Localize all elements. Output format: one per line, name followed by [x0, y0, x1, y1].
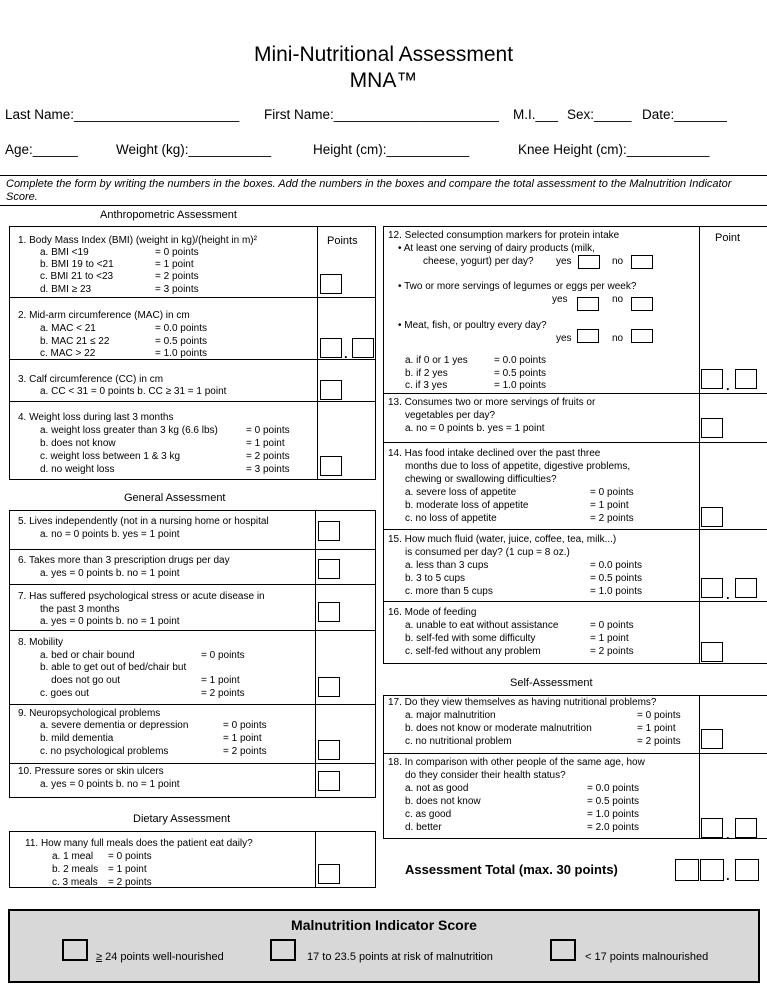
- height-field[interactable]: Height (cm):___________: [313, 142, 470, 157]
- q14-title-cont: months due to loss of appetite, digestive problems,: [405, 461, 631, 472]
- q8-value: = 0 points: [201, 650, 245, 661]
- mis-title: Malnutrition Indicator Score: [291, 917, 477, 933]
- q8-option: c. goes out: [40, 688, 89, 699]
- q6-score-box[interactable]: [318, 559, 340, 579]
- at-risk-checkbox[interactable]: [270, 939, 296, 961]
- q14-value: = 1 point: [590, 500, 629, 511]
- q16-value: = 1 point: [590, 633, 629, 644]
- q13-score-box[interactable]: [701, 418, 723, 438]
- q9-option: b. mild dementia: [40, 733, 114, 744]
- q14-value: = 2 points: [590, 513, 634, 524]
- q11-option: b. 2 meals: [52, 864, 99, 875]
- q10-options: a. yes = 0 points b. no = 1 point: [40, 779, 180, 790]
- q16-value: = 2 points: [590, 646, 634, 657]
- q1-value: = 0 points: [155, 247, 199, 258]
- divider: [0, 205, 767, 206]
- q12-bullet-dairy-cont: cheese, yogurt) per day?: [423, 256, 534, 267]
- q12-option: c. if 3 yes: [405, 380, 448, 391]
- q4-title: 4. Weight loss during last 3 months: [18, 412, 174, 423]
- q14-title: 14. Has food intake declined over the past three: [388, 448, 601, 459]
- q17-value: = 2 points: [637, 736, 681, 747]
- q1-title: 1. Body Mass Index (BMI) (weight in kg)/(height in m)²: [18, 235, 257, 246]
- point-column-header: Point: [715, 232, 741, 244]
- q2-value: = 0.0 points: [155, 323, 207, 334]
- q16-title: 16. Mode of feeding: [388, 607, 477, 618]
- q14-option: b. moderate loss of appetite: [405, 500, 529, 511]
- no-label: no: [612, 256, 624, 267]
- total-score-box-ones[interactable]: [700, 859, 724, 881]
- knee-height-field[interactable]: Knee Height (cm):___________: [518, 142, 710, 157]
- q18-option: b. does not know: [405, 796, 481, 807]
- q12-score-box-decimal[interactable]: [735, 369, 757, 389]
- divider: [0, 175, 767, 176]
- q8-value: = 2 points: [201, 688, 245, 699]
- no-label: no: [612, 333, 624, 344]
- page-title: Mini-Nutritional Assessment: [253, 43, 514, 66]
- q18-option: a. not as good: [405, 783, 469, 794]
- q15-value: = 1.0 points: [590, 586, 642, 597]
- q10-title: 10. Pressure sores or skin ulcers: [18, 766, 164, 777]
- q15-option: c. more than 5 cups: [405, 586, 493, 597]
- q1-option: b. BMI 19 to <21: [40, 259, 114, 270]
- q2-score-box-whole[interactable]: [320, 338, 342, 358]
- q14-score-box[interactable]: [701, 507, 723, 527]
- q4-value: = 1 point: [246, 438, 285, 449]
- q18-value: = 0.5 points: [587, 796, 639, 807]
- q12-legumes-yes-box[interactable]: [577, 297, 599, 311]
- q7-score-box[interactable]: [318, 602, 340, 622]
- well-nourished-text: 24 points well-nourished: [105, 951, 224, 963]
- instructions: Complete the form by writing the numbers in the boxes. Add the numbers in the boxes and compare the total assessment to the Malnutrition Indicator Score.: [6, 178, 732, 203]
- yes-label: yes: [552, 294, 568, 305]
- last-name-field[interactable]: Last Name:______________________: [5, 107, 240, 122]
- q8-option: b. able to get out of bed/chair but: [40, 662, 187, 673]
- q14-option: c. no loss of appetite: [405, 513, 497, 524]
- q7-title-cont: the past 3 months: [40, 604, 120, 615]
- q16-option: b. self-fed with some difficulty: [405, 633, 536, 644]
- q17-title: 17. Do they view themselves as having nutritional problems?: [388, 697, 657, 708]
- q7-title: 7. Has suffered psychological stress or acute disease in: [18, 591, 265, 602]
- weight-field[interactable]: Weight (kg):___________: [116, 142, 272, 157]
- q2-value: = 0.5 points: [155, 336, 207, 347]
- q9-score-box[interactable]: [318, 740, 340, 760]
- q15-value: = 0.5 points: [590, 573, 642, 584]
- q17-value: = 1 point: [637, 723, 676, 734]
- q11-title: 11. How many full meals does the patient eat daily?: [25, 838, 253, 849]
- q15-value: = 0.0 points: [590, 560, 642, 571]
- total-score-box-tens[interactable]: [675, 859, 699, 881]
- section-general: General Assessment: [124, 492, 226, 504]
- q15-score-box-whole[interactable]: [701, 578, 723, 598]
- q8-option: does not go out: [40, 675, 121, 686]
- q2-score-box-decimal[interactable]: [352, 338, 374, 358]
- q1-value: = 1 point: [155, 259, 194, 270]
- q12-bullet-dairy: • At least one serving of dairy products (milk,: [398, 243, 595, 254]
- q12-value: = 0.5 points: [494, 368, 546, 379]
- q15-option: b. 3 to 5 cups: [405, 573, 466, 584]
- q1-score-box[interactable]: [320, 274, 342, 294]
- assessment-total-label: Assessment Total (max. 30 points): [405, 862, 618, 877]
- q12-meat-yes-box[interactable]: [577, 329, 599, 343]
- section-self: Self-Assessment: [510, 677, 593, 689]
- q13-title-cont: vegetables per day?: [405, 410, 496, 421]
- q17-option: b. does not know or moderate malnutrition: [405, 723, 592, 734]
- q2-title: 2. Mid-arm circumference (MAC) in cm: [18, 310, 190, 321]
- decimal-point: .: [726, 827, 730, 842]
- points-column-header: Points: [327, 235, 358, 247]
- well-nourished-label: [96, 951, 224, 963]
- q15-score-box-decimal[interactable]: [735, 578, 757, 598]
- q17-option: a. major malnutrition: [405, 710, 496, 721]
- q2-option: a. MAC < 21: [40, 323, 96, 334]
- q18-value: = 1.0 points: [587, 809, 639, 820]
- q4-value: = 3 points: [246, 464, 290, 475]
- q4-score-box[interactable]: [320, 456, 342, 476]
- q2-option: c. MAC > 22: [40, 348, 96, 359]
- q8-value: = 1 point: [201, 675, 240, 686]
- q3-options: a. CC < 31 = 0 points b. CC ≥ 31 = 1 point: [40, 386, 227, 397]
- q12-bullet-legumes: • Two or more servings of legumes or eggs per week?: [398, 281, 637, 292]
- q4-option: b. does not know: [40, 438, 116, 449]
- yes-label: yes: [556, 333, 572, 344]
- q15-title-cont: is consumed per day? (1 cup = 8 oz.): [405, 547, 570, 558]
- q15-option: a. less than 3 cups: [405, 560, 489, 571]
- q12-meat-no-box[interactable]: [631, 329, 653, 343]
- q12-bullet-meat: • Meat, fish, or poultry every day?: [398, 320, 547, 331]
- q9-option: c. no psychological problems: [40, 746, 169, 757]
- q1-option: c. BMI 21 to <23: [40, 271, 114, 282]
- q8-title: 8. Mobility: [18, 637, 64, 648]
- q11-option: c. 3 meals: [52, 877, 98, 888]
- q5-score-box[interactable]: [318, 521, 340, 541]
- q18-score-box-decimal[interactable]: [735, 818, 757, 838]
- decimal-point: .: [726, 378, 730, 393]
- yes-label: yes: [556, 256, 572, 267]
- q16-score-box[interactable]: [701, 642, 723, 662]
- q2-option: b. MAC 21 ≤ 22: [40, 336, 110, 347]
- q18-value: = 0.0 points: [587, 783, 639, 794]
- q18-option: c. as good: [405, 809, 452, 820]
- q9-option: a. severe dementia or depression: [40, 720, 189, 731]
- q11-value: = 1 point: [108, 864, 147, 875]
- first-name-field[interactable]: First Name:______________________: [264, 107, 499, 122]
- section-anthropometric: Anthropometric Assessment: [100, 209, 237, 221]
- q3-title: 3. Calf circumference (CC) in cm: [18, 374, 164, 385]
- q15-title: 15. How much fluid (water, juice, coffee, tea, milk...): [388, 534, 617, 545]
- q4-value: = 2 points: [246, 451, 290, 462]
- q10-score-box[interactable]: [318, 771, 340, 791]
- q11-score-box[interactable]: [318, 864, 340, 884]
- q12-dairy-yes-box[interactable]: [578, 255, 600, 269]
- q1-option: d. BMI ≥ 23: [40, 284, 92, 295]
- malnutrition-indicator-panel: [8, 909, 760, 983]
- total-score-box-decimal[interactable]: [735, 859, 759, 881]
- age-field[interactable]: Age:______: [5, 142, 78, 157]
- q4-option: a. weight loss greater than 3 kg (6.6 lbs): [40, 425, 218, 436]
- q12-title: 12. Selected consumption markers for protein intake: [388, 230, 620, 241]
- q6-options: a. yes = 0 points b. no = 1 point: [40, 568, 180, 579]
- q18-score-box-whole[interactable]: [701, 818, 723, 838]
- malnourished-label: < 17 points malnourished: [585, 951, 709, 963]
- q12-value: = 1.0 points: [494, 380, 546, 391]
- q12-score-box-whole[interactable]: [701, 369, 723, 389]
- decimal-point: .: [344, 346, 348, 361]
- decimal-point: .: [726, 868, 730, 883]
- q16-option: c. self-fed without any problem: [405, 646, 541, 657]
- q17-value: = 0 points: [637, 710, 681, 721]
- q12-option: b. if 2 yes: [405, 368, 448, 379]
- gte-symbol: ≥: [96, 951, 103, 963]
- q17-option: c. no nutritional problem: [405, 736, 512, 747]
- q12-option: a. if 0 or 1 yes: [405, 355, 468, 366]
- q12-dairy-no-box[interactable]: [631, 255, 653, 269]
- q17-score-box[interactable]: [701, 729, 723, 749]
- q13-title: 13. Consumes two or more servings of fruits or: [388, 397, 596, 408]
- q9-value: = 2 points: [223, 746, 267, 757]
- q9-title: 9. Neuropsychological problems: [18, 708, 161, 719]
- q18-title-cont: do they consider their health status?: [405, 770, 566, 781]
- q4-value: = 0 points: [246, 425, 290, 436]
- q12-value: = 0.0 points: [494, 355, 546, 366]
- q18-title: 18. In comparison with other people of the same age, how: [388, 757, 645, 768]
- q8-option: a. bed or chair bound: [40, 650, 135, 661]
- q8-score-box[interactable]: [318, 677, 340, 697]
- no-label: no: [612, 294, 624, 305]
- q18-value: = 2.0 points: [587, 822, 639, 833]
- q11-value: = 2 points: [108, 877, 152, 888]
- q14-value: = 0 points: [590, 487, 634, 498]
- section-dietary: Dietary Assessment: [133, 813, 231, 825]
- q5-options: a. no = 0 points b. yes = 1 point: [40, 529, 180, 540]
- q1-value: = 2 points: [155, 271, 199, 282]
- q14-title-cont: chewing or swallowing difficulties?: [405, 474, 557, 485]
- q9-value: = 0 points: [223, 720, 267, 731]
- well-nourished-checkbox[interactable]: [62, 939, 88, 961]
- q3-score-box[interactable]: [320, 380, 342, 400]
- q11-option: a. 1 meal: [52, 851, 94, 862]
- q4-option: d. no weight loss: [40, 464, 115, 475]
- q1-value: = 3 points: [155, 284, 199, 295]
- middle-initial-field[interactable]: M.I.___: [513, 107, 559, 122]
- at-risk-label: 17 to 23.5 points at risk of malnutrition: [307, 951, 493, 963]
- page-subtitle: MNA™: [349, 69, 418, 92]
- malnourished-checkbox[interactable]: [550, 939, 576, 961]
- q4-option: c. weight loss between 1 & 3 kg: [40, 451, 181, 462]
- q13-options: a. no = 0 points b. yes = 1 point: [405, 423, 545, 434]
- q16-value: = 0 points: [590, 620, 634, 631]
- decimal-point: .: [726, 587, 730, 602]
- q12-legumes-no-box[interactable]: [631, 297, 653, 311]
- q18-option: d. better: [405, 822, 442, 833]
- q2-value: = 1.0 points: [155, 348, 207, 359]
- q1-option: a. BMI <19: [40, 247, 89, 258]
- q6-title: 6. Takes more than 3 prescription drugs per day: [18, 555, 230, 566]
- q14-option: a. severe loss of appetite: [405, 487, 517, 498]
- date-field[interactable]: Date:_______: [642, 107, 727, 122]
- sex-field[interactable]: Sex:_____: [567, 107, 632, 122]
- q5-title: 5. Lives independently (not in a nursing home or hospital: [18, 516, 269, 527]
- q9-value: = 1 point: [223, 733, 262, 744]
- q7-options: a. yes = 0 points b. no = 1 point: [40, 616, 180, 627]
- q16-option: a. unable to eat without assistance: [405, 620, 559, 631]
- q11-value: = 0 points: [108, 851, 152, 862]
